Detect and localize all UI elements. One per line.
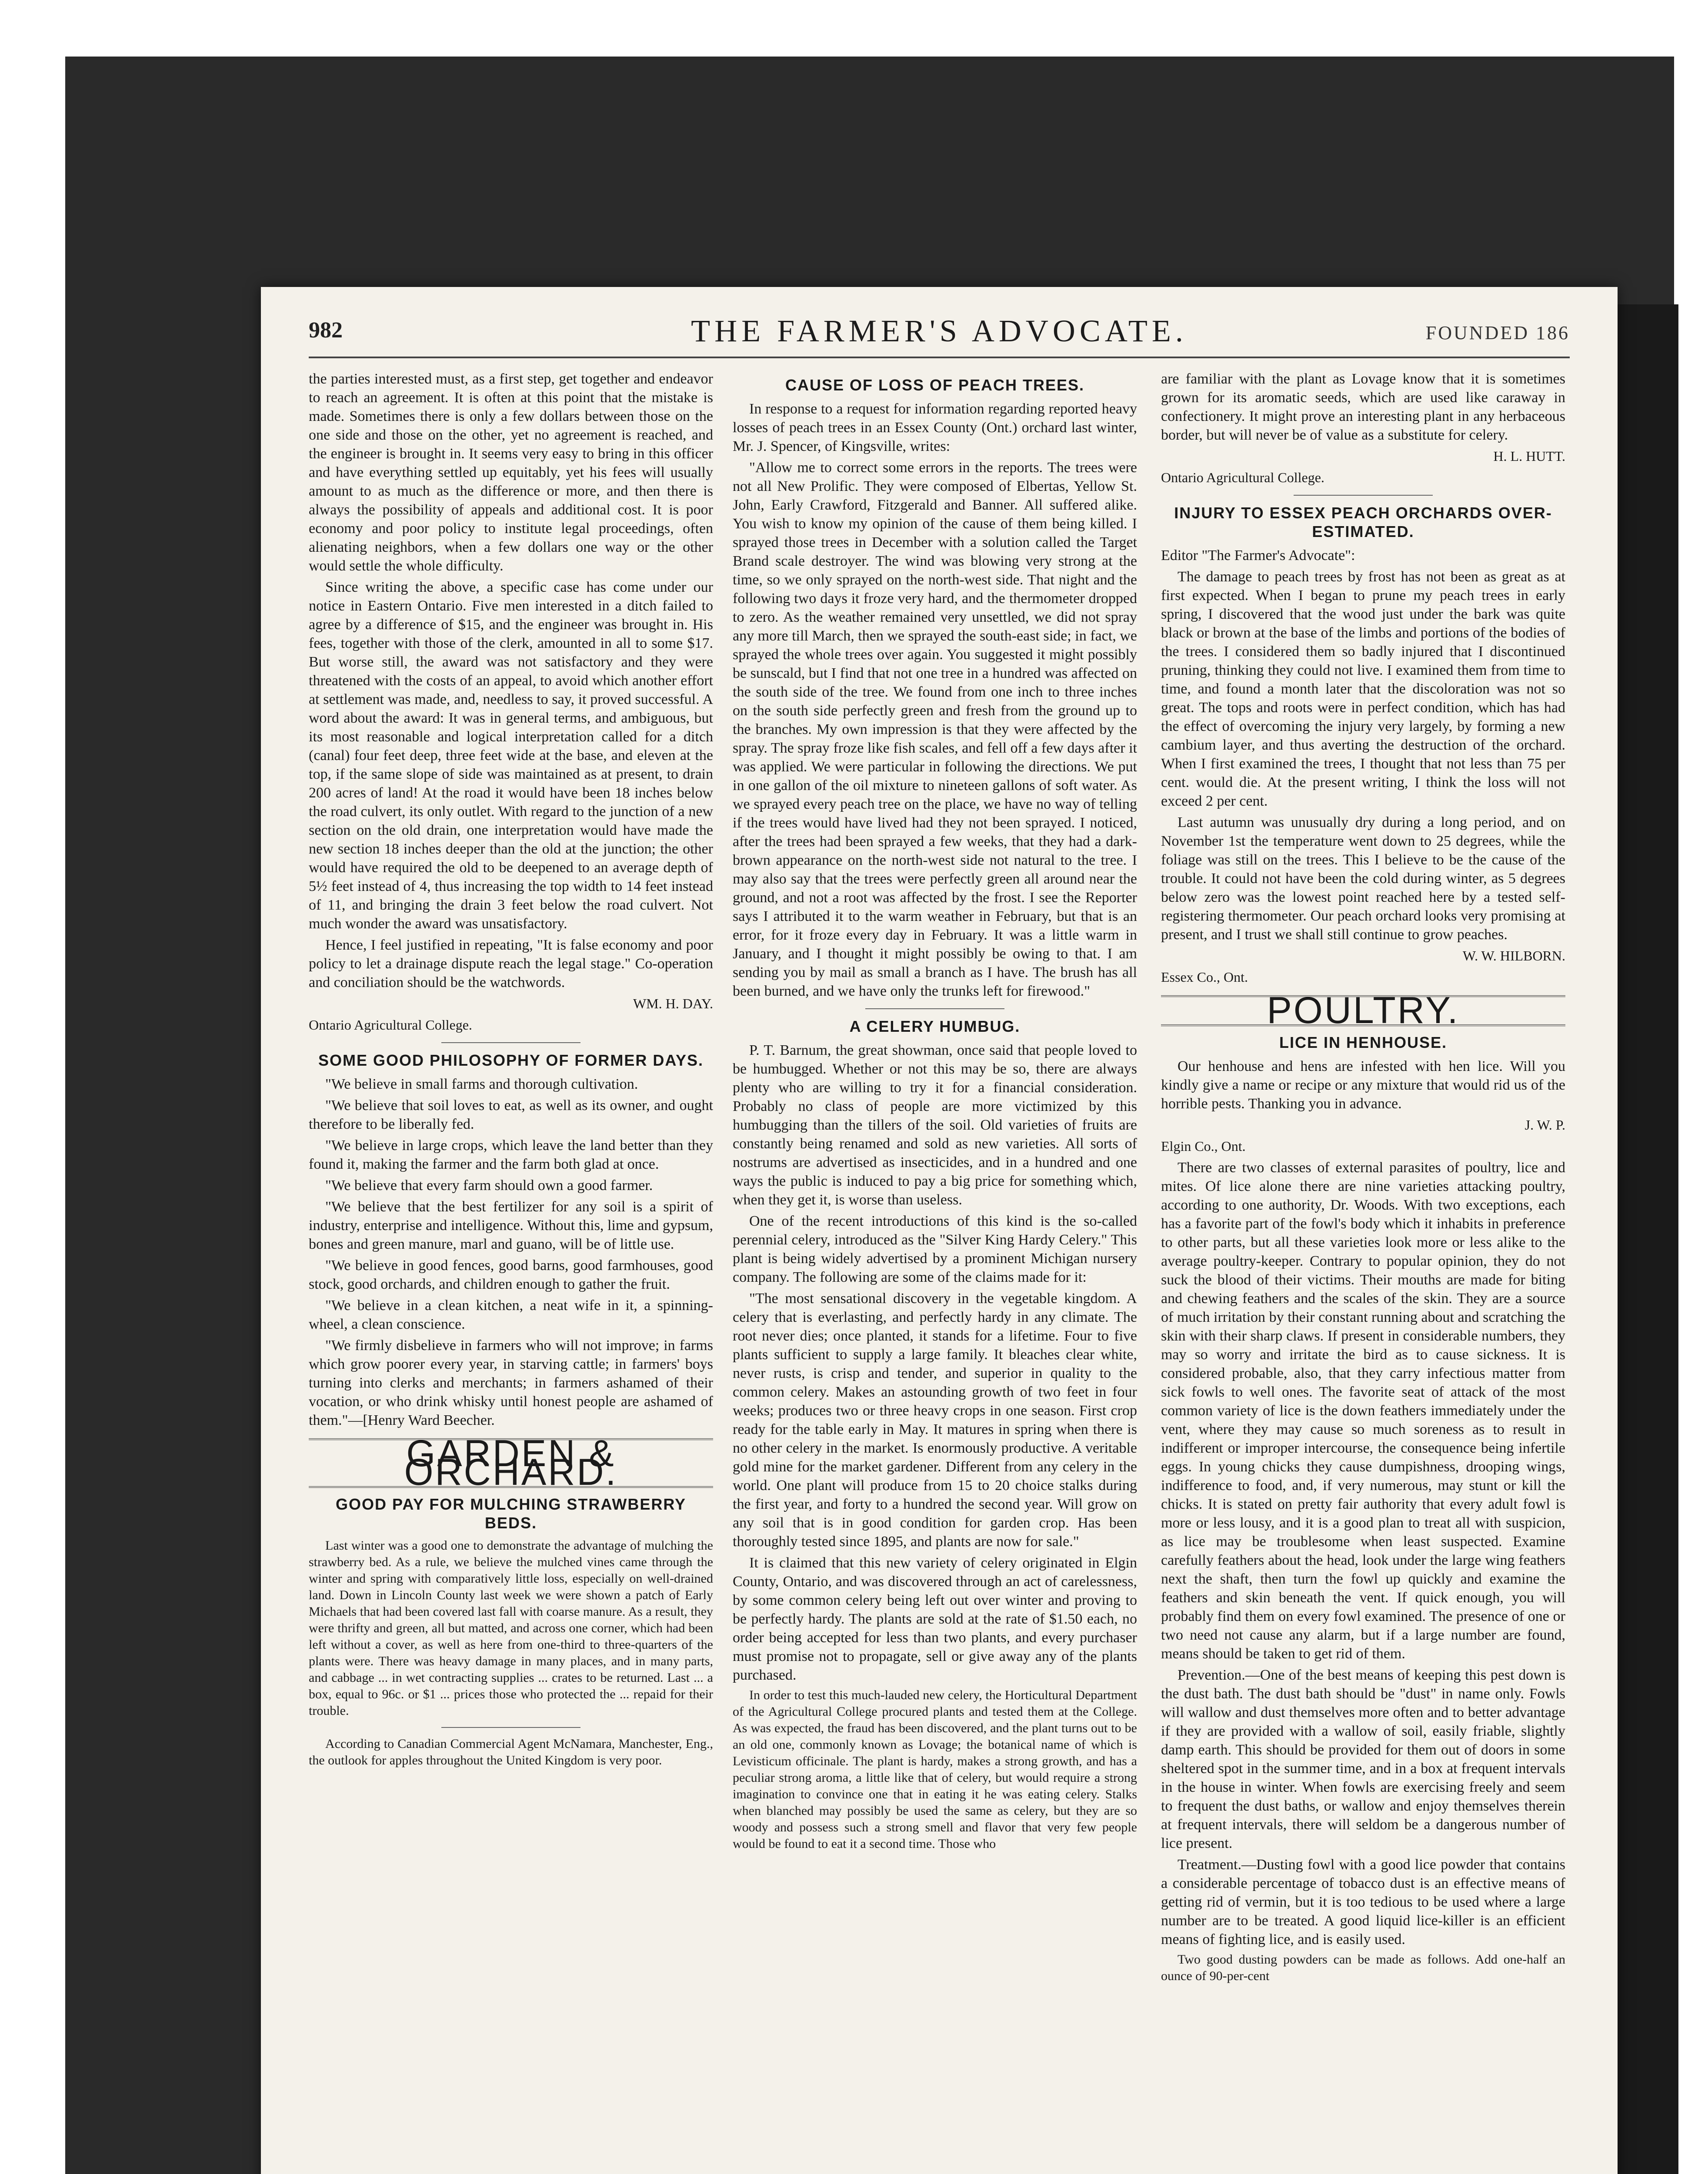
column-2 xyxy=(733,370,1137,1855)
paragraph: are familiar with the plant as Lovage know that it is sometimes grown for its aromatic seeds, which are used like caraway in confectionery. It might prove an interesting plant in any herbaceous border, but will never be of value as a substitute for celery. xyxy=(1161,371,1565,443)
masthead: THE FARMER'S ADVOCATE. xyxy=(691,313,1188,348)
paragraph: In response to a request for information regarding reported heavy losses of peach trees in an Essex County (Ont.) orchard last winter, Mr. J. Spencer, of Kingsville, writes: xyxy=(733,401,1137,454)
quote: "We believe in small farms and thorough cultivation. xyxy=(325,1076,638,1092)
book-edge xyxy=(1618,304,1678,2174)
quote: "We believe in a clean kitchen, a neat wife in it, a spinning-wheel, a clean conscience. xyxy=(309,1297,713,1332)
article-heading: INJURY TO ESSEX PEACH ORCHARDS OVER-ESTIMATED. xyxy=(1174,504,1552,540)
quote: "We believe in good fences, good barns, good farmhouses, good stock, good orchards, and children enough to gather the fruit. xyxy=(309,1257,713,1292)
divider xyxy=(441,1727,580,1728)
founded-label: FOUNDED 186 xyxy=(1425,322,1570,343)
paragraph: There are two classes of external parasites of poultry, lice and mites. Of lice alone there are nine varieties attacking poultry, according to one authority, Dr. Woods. With two exceptions, each has a favorite part of the fowl's body which it inhabits in preference to other parts, but all these varieties look more or less alike to the average poultry-keeper. Contrary to popular opinion, they do not suck the blood of their victims. Their mouths are made for biting and chewing feathers and the scales of the skin. They are a source of much irritation by their constant running about and scratching the skin with their sharp claws. If present in considerable numbers, they may so worry and irritate the bird as to cause sickness. It is considered probable, also, that they carry infectious matter from sick fowls to well ones. The favorite seat of attack of the most common variety of lice is the down feathers immediately under the vent, where they may cause so much soreness as to result in indifferent or improper intercourse, the consequence being infertile eggs. In young chicks they cause dumpishness, drooping wings, indifference to food, and, if very numerous, may stunt or kill the chicks. It is stated on pretty fair authority that every adult fowl is more or less lousy, and it is a good plan to treat all with suspicion, as lice may be troublesome when least suspected. Examine carefully feathers about the head, look under the large wing feathers next the shaft, then turn the fowl up quickly and examine the feathers and skin beneath the vent. If quick enough, you will probably find them on every fowl examined. The presence of one or two need not cause any alarm, but if a large number are found, means should be taken to get rid of them. xyxy=(1161,1160,1565,1662)
paragraph: It is claimed that this new variety of celery originated in Elgin County, Ontario, and was discovered through an act of carelessness, by some common celery being left out over winter and proving to be perfectly hardy. The plants are sold at the rate of $1.50 each, no order being accepted for less than two plants, and every purchaser must promise not to propagate, sell or give away any of the plants purchased. xyxy=(733,1555,1137,1683)
paragraph: The damage to peach trees by frost has not been as great as at first expected. When I began to prune my peach trees in early spring, I discovered that the wood just under the bark was quite black or brown at the base of the limbs and portions of the bodies of the trees. I considered them so badly injured that I discontinued pruning, thinking they could not live. I examined them from time to time, and found a month later that the discoloration was not so great. The tops and roots were in perfect condition, which has had the effect of overcoming the injury very largely, by forming a new cambium layer, and thus averting the destruction of the orchard. When I first examined the trees, I thought that not less than 75 per cent. would die. At the present writing, I think the loss will not exceed 2 per cent. xyxy=(1161,569,1565,809)
paragraph: Our henhouse and hens are infested with hen lice. Will you kindly give a name or recipe or any mixture that would rid us of the horrible pests. Thanking you in advance. xyxy=(1161,1058,1565,1112)
quote: "We firmly disbelieve in farmers who will not improve; in farms which grow poorer every year, in starving cattle; in farmers' boys turning into clerks and merchants; in farmers ashamed of their vocation, or who drink whisky until honest people are ashamed of them."—[Henry Ward Beecher. xyxy=(309,1337,713,1428)
paragraph: P. T. Barnum, the great showman, once said that people loved to be humbugged. Whether or not this may be so, there are always plenty who are willing to try it for a financial consideration. Probably no class of people are more victimized by this humbugging than the tillers of the soil. Old varieties of fruits are constantly being renamed and sold as new varieties. All sorts of nostrums are advertised as insecticides, and in a hundred and one ways the public is induced to pay a big price for something which, when they get it, is worse than useless. xyxy=(733,1042,1137,1208)
quote: "We believe in large crops, which leave the land better than they found it, making the farmer and the farm both glad at once. xyxy=(309,1137,713,1172)
signature-place: Elgin Co., Ont. xyxy=(1161,1138,1246,1154)
signature: J. W. P. xyxy=(1525,1117,1565,1133)
paragraph: the parties interested must, as a first step, get together and endeavor to reach an agreement. It is often at this point that the mistake is made. Sometimes there is only a few dollars between those on the one side and those on the other, yet no agreement is reached, and the engineer is brought in. It seems very easy to bring in this officer and have everything settled up equitably, yet his fees will usually amount to as much as the difference or more, and then there is always the possibility of appeals and additional cost. It is poor economy and poor policy to institute legal proceedings, often alienating neighbors, when a few dollars one way or the other would settle the whole difficulty. xyxy=(309,371,713,574)
section-heading-garden-orchard: GARDEN & ORCHARD. xyxy=(309,1438,713,1488)
section-heading-poultry: POULTRY. xyxy=(1161,995,1565,1026)
signature-place: Essex Co., Ont. xyxy=(1161,969,1248,985)
page-header xyxy=(309,313,1570,357)
column-1 xyxy=(309,370,713,1771)
signature-place: Ontario Agricultural College. xyxy=(309,1017,472,1033)
quote: "We believe that soil loves to eat, as well as its owner, and ought therefore to be liberally fed. xyxy=(309,1097,713,1132)
paragraph: Hence, I feel justified in repeating, "It is false economy and poor policy to let a drainage dispute reach the legal stage." Co-operation and conciliation should be the watchwords. xyxy=(309,937,713,990)
paragraph: Since writing the above, a specific case has come under our notice in Eastern Ontario. Five men interested in a ditch failed to agree by a difference of $15, and the engineer was brought in. His fees, together with those of the clerk, amounted in all to some $17. But worse still, the award was not satisfactory and they were threatened with the costs of an appeal, to avoid which another effort at settlement was made, and, needless to say, it proved successful. A word about the award: It was in general terms, and ambiguous, but its most reasonable and logical interpretation called for a ditch (canal) four feet deep, three feet wide at the base, and eleven at the top, if the same slope of side was maintained as at present, to drain 200 acres of land! At the road it would have been 18 inches below the road culvert, its only outlet. With regard to the junction of a new section on the old drain, one interpretation would have made the new section 18 inches deeper than the old at the junction; the other would have required the old to be deepened to an average depth of 5½ feet instead of 4, thus increasing the top width to 14 feet instead of 11, and bringing the drain 3 feet below the road culvert. Not much wonder the award was unsatisfactory. xyxy=(309,579,713,932)
paragraph: Two good dusting powders can be made as follows. Add one-half an ounce of 90-per-cent xyxy=(1161,1952,1565,1983)
paragraph: Last autumn was unusually dry during a long period, and on November 1st the temperature went down to 25 degrees, while the foliage was still on the trees. This I believe to be the cause of the trouble. It could not have been the cold during winter, as 5 degrees below zero was the lowest point reached here by a tested self-registering thermometer. Our peach orchard looks very promising at present, and I trust we shall still continue to grow peaches. xyxy=(1161,814,1565,943)
paragraph: "The most sensational discovery in the vegetable kingdom. A celery that is everlasting, and perfectly hardy in any climate. The root never dies; once planted, it stands for a lifetime. Four to five plants sufficient to supply a large family. It bleaches clear white, never rusts, is crisp and tender, and superior in quality to the common celery. Makes an astounding growth of two feet in four weeks; produces two or three heavy crops in one season. First crop ready for the table early in May. It matures in spring when there is no other celery in the market. Is enormously productive. A veritable gold mine for the market gardener. Different from any celery in the world. One plant will produce from 15 to 20 choice stalks during the first year, and forty to a hundred the second year. Will grow on any soil that is in good condition for garden crop. Has been thoroughly tested since 1895, and plants are now for sale." xyxy=(733,1290,1137,1550)
quote: "We believe that the best fertilizer for any soil is a spirit of industry, enterprise and intelligence. Without this, lime and gypsum, bones and green manure, marl and guano, will be of little use. xyxy=(309,1199,713,1252)
paragraph: According to Canadian Commercial Agent McNamara, Manchester, Eng., the outlook for apples throughout the United Kingdom is very poor. xyxy=(309,1737,713,1767)
quote: "We believe that every farm should own a good farmer. xyxy=(325,1177,653,1194)
article-heading: CAUSE OF LOSS OF PEACH TREES. xyxy=(785,376,1085,394)
column-3 xyxy=(1161,370,1565,1987)
paragraph: One of the recent introductions of this kind is the so-called perennial celery, introduced as the "Silver King Hardy Celery." This plant is being widely advertised by a prominent Michigan nursery company. The following are some of the claims made for it: xyxy=(733,1213,1137,1285)
paragraph: "Allow me to correct some errors in the reports. The trees were not all New Prolific. They were composed of Elbertas, Yellow St. John, Early Crawford, Fitzgerald and Banner. All suffered alike. You wish to know my opinion of the cause of them being killed. I sprayed those trees in December with a solution called the Target Brand scale destroyer. The wind was blowing very strong at the time, so we only sprayed on the north-west side. That night and the following two days it froze very hard, and the thermometer dropped to zero. As the weather remained very unsettled, we did not spray any more till March, then we sprayed the south-east side; in fact, we sprayed the whole trees over again. You suggested it might possibly be sunscald, but I find that not one tree in a hundred was affected on the south side of the tree. We found from one inch to three inches on the south side perfectly green and fresh from the ground up to the branches. My own impression is that they were affected by the spray. The spray froze like fish scales, and fell off a few days after it was applied. We were particular in following the directions. We put in one gallon of the oil mixture to nineteen gallons of soft water. As we sprayed every peach tree on the place, we have no way of telling if the trees would have lived had they not been sprayed. I noticed, after the trees had been sprayed a few weeks, that they had a dark-brown appearance on the north-west side not natural to the tree. I may also say that the trees were perfectly green all around near the ground, and not a root was affected by the frost. I see the Reporter says I attributed it to the warm weather in February, but that is an error, for it froze every day in February. It was a little warm in January, and I thought it might possibly be owing to that. I am sending you by mail as small a branch as I have. The brush has all been burned, and we have only the trunks left for firewood." xyxy=(733,460,1137,999)
paragraph: In order to test this much-lauded new celery, the Horticultural Department of the Agricultural College procured plants and tested them at the College. As was expected, the fraud has been discovered, and the plant turns out to be an old one, commonly known as Lovage; the botanical name of which is Levisticum officinale. The plant is hardy, makes a strong growth, and has a peculiar strong aroma, a little like that of celery, but would require a strong imagination to convince one that in eating it he was eating celery. Stalks when blanched may possibly be used the same as celery, but they are so woody and possess such a strong smell and flavor that very few people would be found to eat it a second time. Those who xyxy=(733,1688,1137,1851)
header-rule xyxy=(309,357,1570,358)
page-number: 982 xyxy=(309,318,343,343)
paragraph: Last winter was a good one to demonstrate the advantage of mulching the strawberry bed. As a rule, we believe the mulched vines came through the winter and spring with comparatively little loss, especially on well-drained land. Down in Lincoln County last week we were shown a patch of Early Michaels that had been covered last fall with coarse manure. As a result, they were thrifty and green, all but matted, and across one corner, which had been left without a cover, as well as here from one-third to three-quarters of the plants were. There was heavy damage in many places, and in many parts, and cabbage ... in wet contracting supplies ... crates to be returned. Last ... a box, equal to 96c. or $1 ... prices those who protected the ... repaid for their trouble. xyxy=(309,1538,713,1718)
divider xyxy=(441,1042,580,1043)
article-heading: LICE IN HENHOUSE. xyxy=(1279,1034,1448,1051)
divider xyxy=(865,1008,1004,1009)
paragraph: Treatment.—Dusting fowl with a good lice powder that contains a considerable percentage of tobacco dust is an effective means of getting rid of vermin, but it is too tedious to be used where a large number are to be treated. A good liquid lice-killer is an efficient means of fighting lice, and is easily used. xyxy=(1161,1857,1565,1947)
signature-place: Ontario Agricultural College. xyxy=(1161,470,1324,485)
signature: WM. H. DAY. xyxy=(633,996,713,1011)
paragraph: Prevention.—One of the best means of keeping this pest down is the dust bath. The dust bath should be "dust" in name only. Fowls will wallow and dust themselves more often and to better advantage if they are provided with a wallow of soil, easily friable, slightly damp earth. This should be provided for them out of doors in some sheltered spot in the summer time, and in a box at frequent intervals in the house in winter. When fowls are exercising freely and seem to frequent the dust baths, or wallow and enjoy themselves therein at frequent intervals, there will seldom be a dangerous number of lice present. xyxy=(1161,1667,1565,1851)
article-heading: GOOD PAY FOR MULCHING STRAWBERRY BEDS. xyxy=(335,1495,687,1532)
article-heading: A CELERY HUMBUG. xyxy=(849,1017,1021,1035)
editor-line: Editor "The Farmer's Advocate": xyxy=(1161,547,1355,564)
newspaper-page xyxy=(261,287,1618,2174)
signature: H. L. HUTT. xyxy=(1493,448,1565,464)
divider xyxy=(1294,495,1433,496)
signature: W. W. HILBORN. xyxy=(1462,948,1565,964)
article-heading: SOME GOOD PHILOSOPHY OF FORMER DAYS. xyxy=(318,1051,704,1069)
